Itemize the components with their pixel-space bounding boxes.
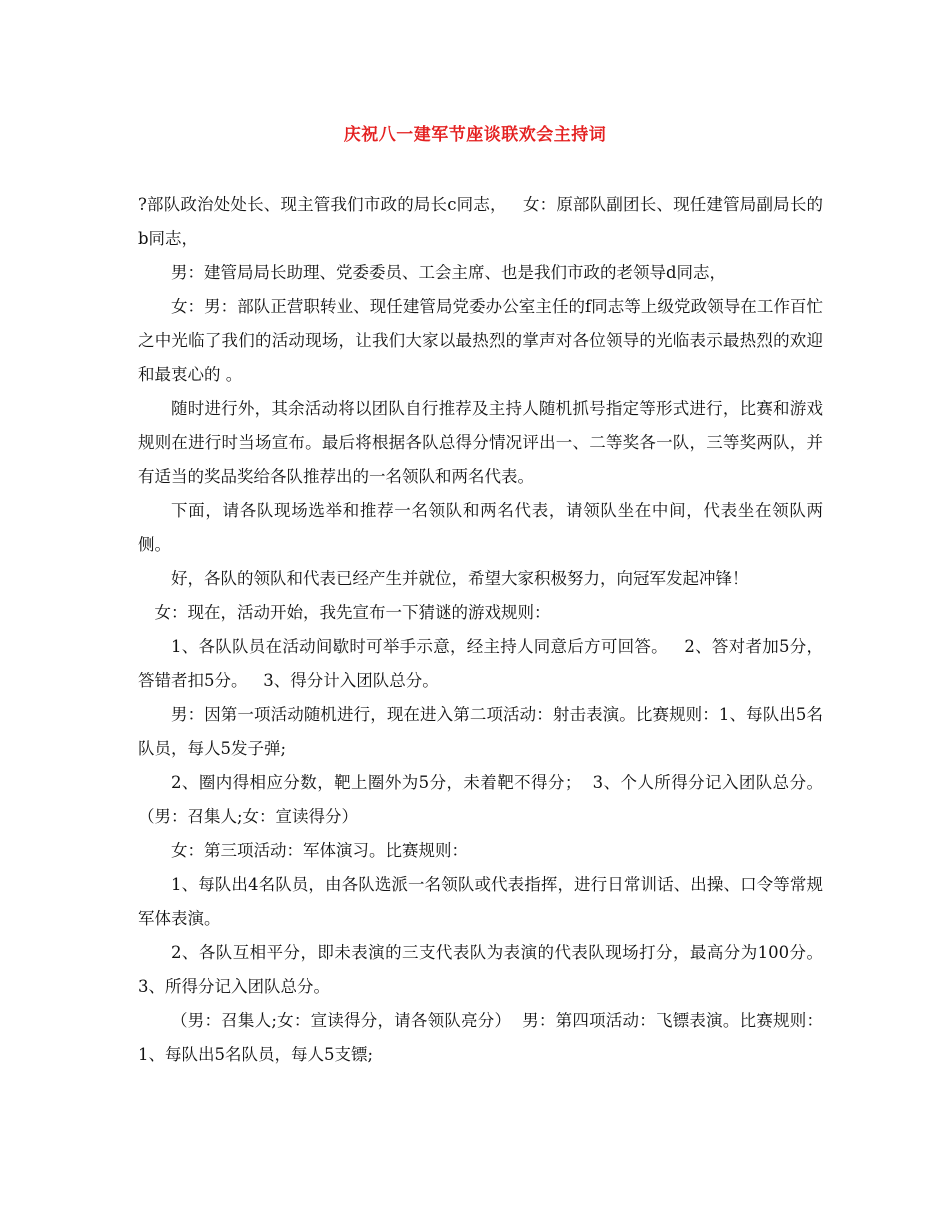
paragraph-14: （男：召集人;女：宣读得分，请各领队亮分） 男：第四项活动：飞镖表演。比赛规则： 1、每队出5名队员，每人5支镖; <box>138 1011 839 1064</box>
paragraph-12: 1、每队出4名队员，由各队选派一名领队或代表指挥，进行日常训话、出操、口令等常规军体表演。 <box>138 875 823 928</box>
paragraph-13: 2、各队互相平分，即未表演的三支代表队为表演的代表队现场打分，最高分为100分。 3、所得分记入团队总分。 <box>138 943 834 996</box>
paragraph-6: 好，各队的领队和代表已经产生并就位，希望大家积极努力，向冠军发起冲锋！ <box>171 569 749 588</box>
paragraph-11: 女：第三项活动：军体演习。比赛规则： <box>171 841 468 860</box>
document-title: 庆祝八一建军节座谈联欢会主持词 <box>343 125 607 145</box>
paragraph-5: 下面，请各队现场选举和推荐一名领队和两名代表，请领队坐在中间，代表坐在领队两侧。 <box>138 501 823 554</box>
paragraph-9: 男：因第一项活动随机进行，现在进入第二项活动：射击表演。比赛规则：1、每队出5名队员，每人5发子弹; <box>138 705 823 758</box>
paragraph-2: 男：建管局局长助理、党委委员、工会主席、也是我们市政的老领导d同志， <box>171 263 727 282</box>
paragraph-1: ?部队政治处处长、现主管我们市政的局长c同志， 女：原部队副团长、现任建管局副局长的b同志， <box>138 195 823 248</box>
paragraph-4: 随时进行外，其余活动将以团队自行推荐及主持人随机抓号指定等形式进行，比赛和游戏规则在进行时当场宣布。最后将根据各队总得分情况评出一、二等奖各一队，三等奖两队，并有适当的奖品奖给各队推荐出的一名领队和两名代表。 <box>138 399 823 486</box>
document-body <box>138 188 839 1072</box>
paragraph-8: 1、各队队员在活动间歇时可举手示意，经主持人同意后方可回答。 2、答对者加5分，答错者扣5分。 3、得分计入团队总分。 <box>138 637 823 690</box>
paragraph-7: 女：现在，活动开始，我先宣布一下猜谜的游戏规则： <box>154 603 551 622</box>
paragraph-10: 2、圈内得相应分数，靶上圈外为5分，未着靶不得分； 3、个人所得分记入团队总分。 （男：召集人;女：宣读得分） <box>138 773 834 826</box>
paragraph-3: 女：男：部队正营职转业、现任建管局党委办公室主任的f同志等上级党政领导在工作百忙之中光临了我们的活动现场，让我们大家以最热烈的掌声对各位领导的光临表示最热烈的欢迎和最衷心的 。 <box>138 297 823 384</box>
